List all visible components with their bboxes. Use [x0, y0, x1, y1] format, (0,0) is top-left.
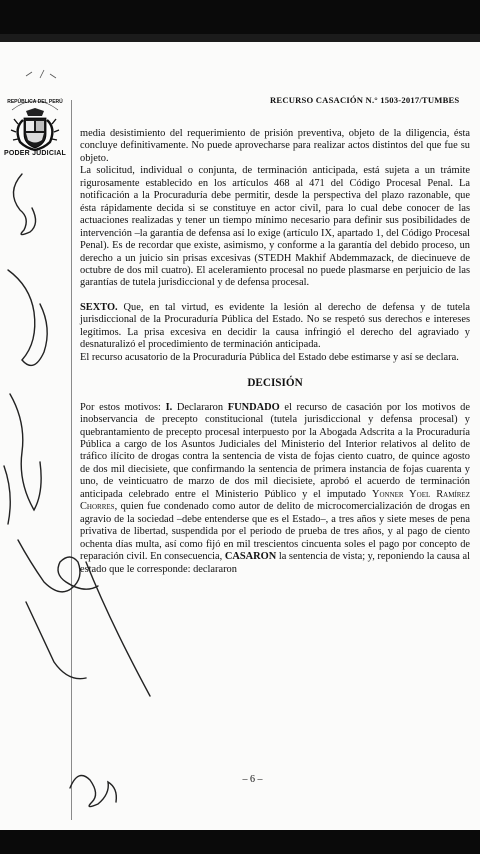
crest-label: PODER JUDICIAL	[4, 150, 66, 157]
decision-roman: I.	[165, 401, 173, 413]
document-body	[80, 128, 470, 576]
paragraph-2: La solicitud, individual o conjunta, de terminación anticipada, está sujeta a un trámite rigurosamente establecido en los artículos 468 al 471 del Código Procesal Penal. La notificación a la Procuraduría debe permitir, desde la perspectiva del plazo razonable, que ésta rápidamente decida si se constituye en actor civil, para lo cual debe conocer de las actuaciones realizadas y tener un tiempo mínimo necesario para definir sus posibilidades de intervención –la garantía de defensa así lo exige (artículo IX, apartado 1, del Código Procesal Penal). Es de recordar que existe, asimismo, y conforme a la garantía del debido proceso, un derecho a un juicio sin prisas excesivas (STEDH Makhif Abdemmazack, de diecinueve de octubre de dos mil cuatro). El aceleramiento procesal no puede plasmarse en perjuicio de las garantías de tutela jurisdiccional y de defensa procesal.	[80, 165, 470, 289]
margin-rule	[71, 100, 72, 820]
paragraph-1: media desistimiento del requerimiento de prisión preventiva, objeto de la diligencia, ésta concluye definitivamente. No puede aprovecharse para realizar actos distintos del que fue su objeto.	[80, 128, 470, 164]
decision-text-e: la sentencia de vista; y, reponiendo la causa al estado que le corresponde: declararon	[80, 551, 471, 575]
document-page	[0, 42, 480, 830]
page-number: – 6 –	[242, 774, 263, 785]
top-black-bar	[0, 0, 480, 42]
paragraph-decision	[80, 402, 470, 576]
paragraph-sexto	[80, 302, 470, 352]
sexto-label: SEXTO.	[80, 301, 118, 313]
decision-casaron: CASARON	[224, 551, 277, 563]
decision-text-c: el recurso de casación por los motivos de inobservancia de precepto constitucional (tutela jurisdiccional y defensa procesal) y quebrantamiento de precepto procesal interpuesto por la Abogada Adscrita a la Procuraduría Pública a cargo de los Asuntos Judiciales del Ministerio del Interior relativos al delito de tráfico ilícito de drogas contra la sentencia de vista de fojas ciento cuatro, de quince agosto de dos mil diecisiete, que confirmando la sentencia de primera instancia de fojas cuarenta y uno, de veinticuatro de marzo de dos mil diecisiete, aprobó el acuerdo de terminación anticipada celebrado entre el Ministerio Público y el imputado	[80, 401, 470, 500]
decision-text-d: , quien fue condenado como autor de delito de microcomercialización de drogas en agravio de la sociedad –debe entenderse que es el Estado–, a tres años y siete meses de pena privativa de libertad, suspendida por el periodo de prueba de tres años, y al pago de ciento ochenta días multa, así como fijó en mil trescientos cincuenta soles el pago por concepto de reparación civil. En consecuencia,	[80, 501, 470, 563]
paragraph-4: El recurso acusatorio de la Procuraduría Pública del Estado debe estimarse y así se declara.	[80, 351, 459, 363]
decision-defendant-name: Yonner Yoel Ramírez Chorres	[80, 488, 470, 513]
decision-heading: DECISIÓN	[247, 377, 303, 390]
sexto-text: Que, en tal virtud, es evidente la lesión al derecho de defensa y de tutela jurisdiccional de la Procuraduría Pública del Estado. No se respetó sus derechos e intereses legítimos. La prisa excesiva en decidir la causa infringió el derecho del agraviado y desnaturalizó el procedimiento de terminación anticipada.	[80, 301, 470, 351]
decision-text-b: Declararon	[172, 401, 228, 413]
case-reference: RECURSO CASACIÓN N.° 1503-2017/TUMBES	[270, 95, 460, 105]
decision-text-a: Por estos motivos:	[80, 401, 166, 413]
crest-top-text: REPÚBLICA DEL PERÚ	[7, 99, 63, 105]
decision-fundado: FUNDADO	[227, 401, 280, 413]
bottom-black-bar	[0, 830, 480, 854]
